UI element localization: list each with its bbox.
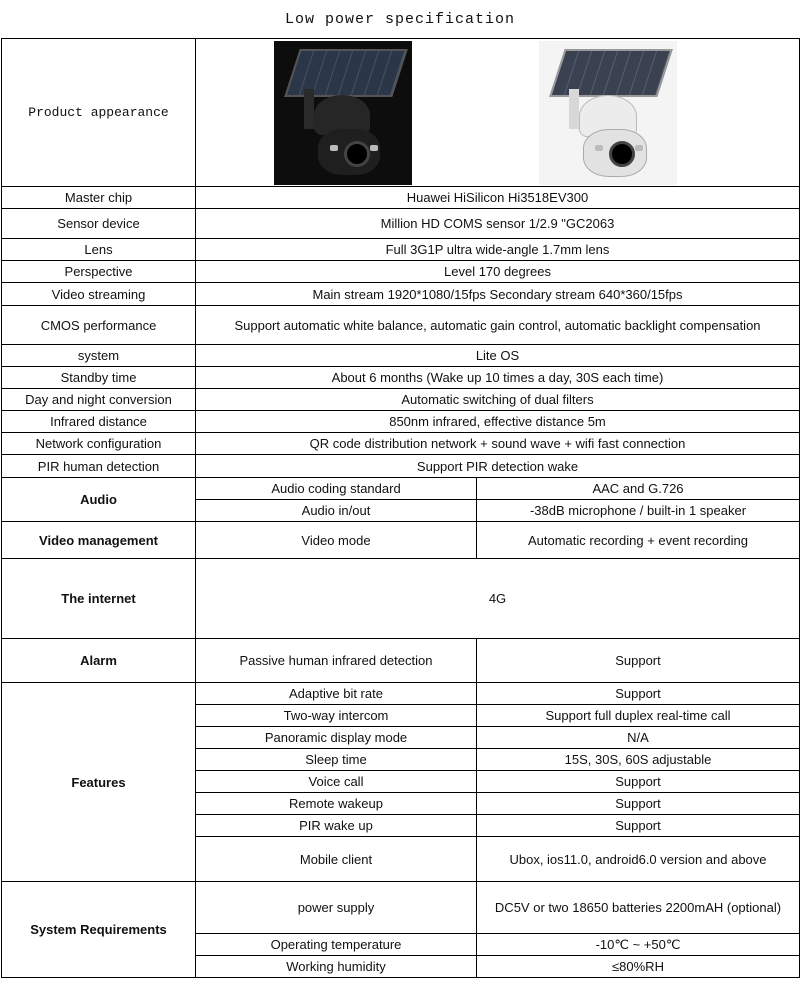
group-label-features: Features [2,683,196,882]
row-label: Master chip [2,187,196,209]
row-label: Video streaming [2,283,196,306]
audio-item-value: -38dB microphone / built-in 1 speaker [477,500,800,522]
row-value: Automatic switching of dual filters [196,389,800,411]
feature-value: N/A [477,727,800,749]
row-value: Level 170 degrees [196,261,800,283]
feature-value: 15S, 30S, 60S adjustable [477,749,800,771]
internet-row [2,559,800,639]
requirement-value: -10℃ ~ +50℃ [477,934,800,956]
alarm-row [2,639,800,683]
row-pir [2,455,800,478]
feature-row [2,683,800,705]
requirement-label: Working humidity [196,956,477,978]
row-value: Support PIR detection wake [196,455,800,478]
row-value: Million HD COMS sensor 1/2.9 "GC2063 [196,209,800,239]
row-perspective [2,261,800,283]
product-images [196,39,800,187]
requirement-value: DC5V or two 18650 batteries 2200mAH (optional) [477,882,800,934]
requirement-row [2,882,800,934]
row-infrared [2,411,800,433]
feature-value: Support [477,683,800,705]
alarm-value: Support [477,639,800,683]
feature-label: Remote wakeup [196,793,477,815]
white-camera-image [539,41,677,185]
requirement-label: Operating temperature [196,934,477,956]
audio-item-value: AAC and G.726 [477,478,800,500]
row-network [2,433,800,455]
row-cmos [2,306,800,345]
requirement-value: ≤80%RH [477,956,800,978]
video-management-value: Automatic recording + event recording [477,522,800,559]
row-value: Support automatic white balance, automatic gain control, automatic backlight compensation [196,306,800,345]
feature-label: PIR wake up [196,815,477,837]
feature-label: Two-way intercom [196,705,477,727]
black-camera-image [274,41,412,185]
feature-value: Support full duplex real-time call [477,705,800,727]
row-label: Network configuration [2,433,196,455]
group-label-internet: The internet [2,559,196,639]
row-label: Infrared distance [2,411,196,433]
feature-value: Support [477,815,800,837]
group-label-alarm: Alarm [2,639,196,683]
feature-value: Support [477,771,800,793]
row-value: Lite OS [196,345,800,367]
internet-value: 4G [196,559,800,639]
appearance-label: Product appearance [2,39,196,187]
row-video-streaming [2,283,800,306]
row-value: About 6 months (Wake up 10 times a day, 30S each time) [196,367,800,389]
feature-label: Mobile client [196,837,477,882]
group-label-system-requirements: System Requirements [2,882,196,978]
row-master-chip [2,187,800,209]
row-label: Standby time [2,367,196,389]
video-management-row [2,522,800,559]
row-label: Perspective [2,261,196,283]
row-label: Lens [2,239,196,261]
row-label: Day and night conversion [2,389,196,411]
row-value: Full 3G1P ultra wide-angle 1.7mm lens [196,239,800,261]
group-label-video-management: Video management [2,522,196,559]
row-lens [2,239,800,261]
row-day-night [2,389,800,411]
group-label-audio: Audio [2,478,196,522]
spec-table [1,38,800,978]
row-label: system [2,345,196,367]
row-value: 850nm infrared, effective distance 5m [196,411,800,433]
row-label: CMOS performance [2,306,196,345]
feature-label: Sleep time [196,749,477,771]
requirement-label: power supply [196,882,477,934]
feature-label: Panoramic display mode [196,727,477,749]
row-value: Huawei HiSilicon Hi3518EV300 [196,187,800,209]
feature-value: Ubox, ios11.0, android6.0 version and above [477,837,800,882]
page-title: Low power specification [284,11,516,28]
audio-row [2,478,800,500]
feature-value: Support [477,793,800,815]
audio-item-label: Audio coding standard [196,478,477,500]
row-value: Main stream 1920*1080/15fps Secondary stream 640*360/15fps [196,283,800,306]
video-management-item: Video mode [196,522,477,559]
feature-label: Voice call [196,771,477,793]
appearance-row [2,39,800,187]
row-label: Sensor device [2,209,196,239]
audio-item-label: Audio in/out [196,500,477,522]
row-sensor [2,209,800,239]
alarm-item: Passive human infrared detection [196,639,477,683]
row-standby [2,367,800,389]
feature-label: Adaptive bit rate [196,683,477,705]
row-label: PIR human detection [2,455,196,478]
row-system [2,345,800,367]
row-value: QR code distribution network + sound wave + wifi fast connection [196,433,800,455]
